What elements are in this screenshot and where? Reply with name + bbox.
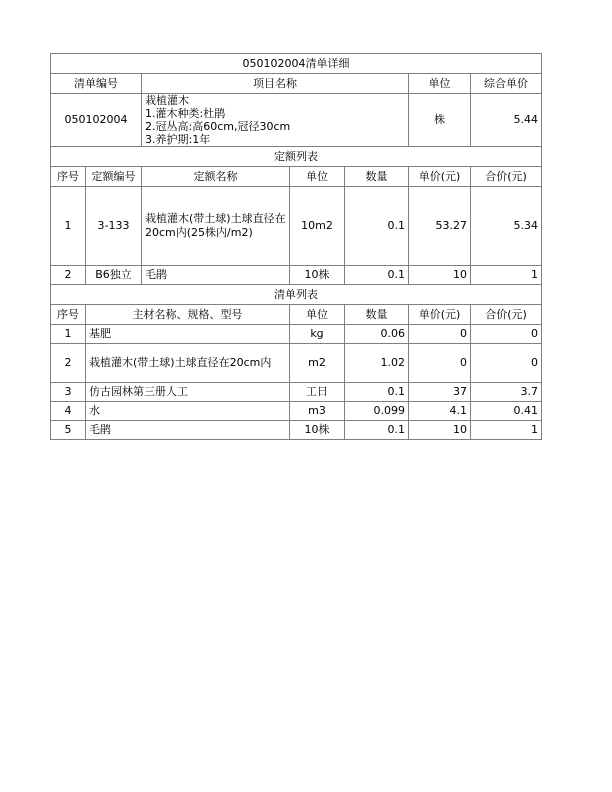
material-no: 5 [51, 421, 86, 440]
quota-code: B6独立 [86, 266, 142, 285]
item-description [142, 94, 409, 147]
column-header: 序号 [51, 167, 86, 187]
quota-section-title-row [51, 147, 542, 167]
material-qty: 1.02 [345, 344, 409, 383]
material-price: 0 [409, 325, 471, 344]
material-price: 0 [409, 344, 471, 383]
quota-no: 2 [51, 266, 86, 285]
material-total: 0 [471, 344, 542, 383]
bill-detail-table [50, 53, 542, 440]
column-header: 定额编号 [86, 167, 142, 187]
material-total: 0.41 [471, 402, 542, 421]
material-row [51, 344, 542, 383]
quota-unit: 10株 [290, 266, 345, 285]
column-header: 合价(元) [471, 167, 542, 187]
quota-unit: 10m2 [290, 187, 345, 266]
column-header: 合价(元) [471, 305, 542, 325]
material-no: 4 [51, 402, 86, 421]
material-name: 水 [86, 402, 290, 421]
material-column-header-row [51, 305, 542, 325]
material-price: 4.1 [409, 402, 471, 421]
sheet-title-row [51, 54, 542, 74]
column-header: 单价(元) [409, 305, 471, 325]
material-no: 3 [51, 383, 86, 402]
quota-row [51, 187, 542, 266]
material-unit: 工日 [290, 383, 345, 402]
quota-qty: 0.1 [345, 187, 409, 266]
column-header: 数量 [345, 305, 409, 325]
item-description-line: 2.冠丛高:高60cm,冠径30cm [145, 120, 291, 133]
item-description-line: 栽植灌木 [145, 94, 189, 107]
quota-total: 5.34 [471, 187, 542, 266]
column-header: 定额名称 [142, 167, 290, 187]
material-qty: 0.1 [345, 383, 409, 402]
item-description-line: 3.养护期:1年 [145, 133, 211, 146]
material-price: 37 [409, 383, 471, 402]
quota-price: 10 [409, 266, 471, 285]
item-description-line: 1.灌木种类:杜鹃 [145, 107, 226, 120]
material-unit: 10株 [290, 421, 345, 440]
quota-section-title: 定额列表 [51, 147, 542, 167]
material-name: 栽植灌木(带土球)土球直径在20cm内 [86, 344, 290, 383]
item-header-row [51, 74, 542, 94]
material-no: 1 [51, 325, 86, 344]
quota-no: 1 [51, 187, 86, 266]
bill-detail-sheet [50, 53, 541, 440]
item-code-header: 清单编号 [51, 74, 142, 94]
item-row [51, 94, 542, 147]
material-name: 基肥 [86, 325, 290, 344]
material-row [51, 325, 542, 344]
quota-price: 53.27 [409, 187, 471, 266]
material-no: 2 [51, 344, 86, 383]
item-name-header: 项目名称 [142, 74, 409, 94]
quota-code: 3-133 [86, 187, 142, 266]
column-header: 数量 [345, 167, 409, 187]
quota-row [51, 266, 542, 285]
material-section-title: 清单列表 [51, 285, 542, 305]
material-total: 3.7 [471, 383, 542, 402]
material-total: 0 [471, 325, 542, 344]
material-row [51, 421, 542, 440]
quota-column-header-row [51, 167, 542, 187]
column-header: 单位 [290, 305, 345, 325]
material-total: 1 [471, 421, 542, 440]
column-header: 序号 [51, 305, 86, 325]
material-price: 10 [409, 421, 471, 440]
item-unit: 株 [409, 94, 471, 147]
quota-name: 栽植灌木(带土球)土球直径在20cm内(25株内/m2) [142, 187, 290, 266]
sheet-title: 050102004清单详细 [51, 54, 542, 74]
item-code: 050102004 [51, 94, 142, 147]
material-qty: 0.099 [345, 402, 409, 421]
item-price: 5.44 [471, 94, 542, 147]
material-qty: 0.1 [345, 421, 409, 440]
material-name: 毛鹃 [86, 421, 290, 440]
material-section-title-row [51, 285, 542, 305]
material-row [51, 402, 542, 421]
material-unit: kg [290, 325, 345, 344]
item-unit-header: 单位 [409, 74, 471, 94]
quota-name: 毛鹃 [142, 266, 290, 285]
material-name: 仿古园林第三册人工 [86, 383, 290, 402]
column-header: 单价(元) [409, 167, 471, 187]
item-price-header: 综合单价 [471, 74, 542, 94]
material-row [51, 383, 542, 402]
material-qty: 0.06 [345, 325, 409, 344]
material-unit: m2 [290, 344, 345, 383]
material-unit: m3 [290, 402, 345, 421]
column-header: 单位 [290, 167, 345, 187]
column-header: 主材名称、规格、型号 [86, 305, 290, 325]
quota-total: 1 [471, 266, 542, 285]
quota-qty: 0.1 [345, 266, 409, 285]
